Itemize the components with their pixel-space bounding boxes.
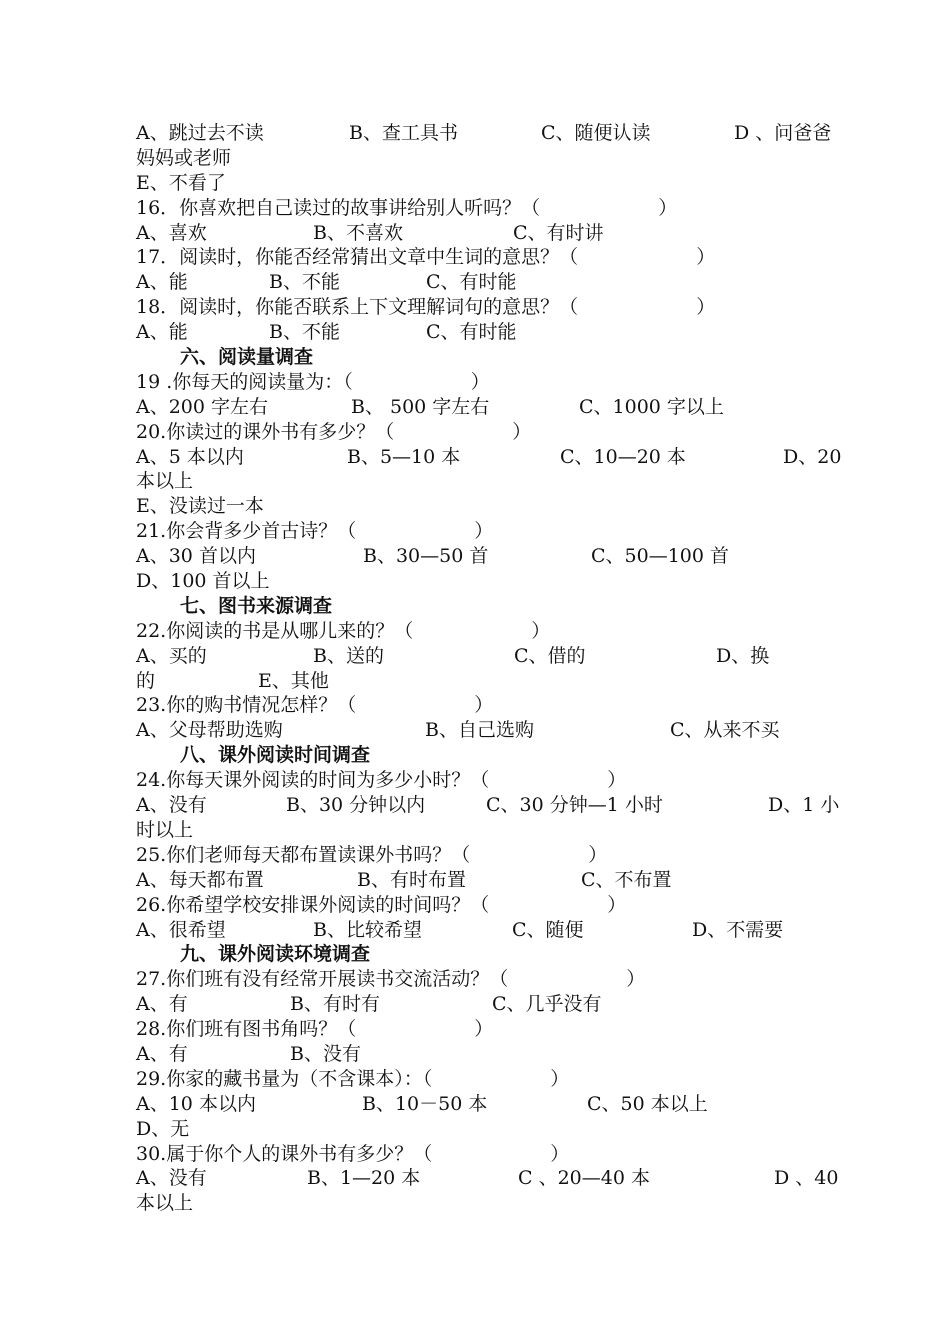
question-text: 25.你们老师每天都布置读课外书吗？（ [136, 843, 471, 866]
options-line [136, 221, 840, 246]
question-text: 19 .你每天的阅读量为：（ [136, 370, 353, 393]
options-line [136, 270, 840, 295]
options-line [136, 1042, 840, 1067]
text-line: 本以上 [136, 1192, 194, 1215]
close-paren: ） [474, 1018, 494, 1041]
text-line: D、100 首以上 [136, 570, 270, 593]
close-paren: ） [512, 420, 532, 443]
section-heading: 七、图书来源调查 [180, 594, 333, 617]
question-text: 24.你每天课外阅读的时间为多少小时？（ [136, 769, 490, 792]
answer-option: C、有时讲 [513, 221, 604, 244]
text-line: 妈妈或老师 [136, 146, 232, 169]
answer-option: A、没有 [136, 794, 207, 817]
answer-option: A、200 字左右 [136, 395, 269, 418]
close-paren: ） [607, 769, 627, 792]
options-line [136, 445, 840, 470]
options-line [136, 121, 840, 146]
question-line [136, 1067, 840, 1092]
question-line [136, 370, 840, 395]
answer-option: B、 500 字左右 [351, 395, 490, 418]
answer-option: B、5—10 本 [347, 445, 461, 468]
answer-option: A、10 本以内 [136, 1092, 256, 1115]
text-line: E、没读过一本 [136, 495, 264, 518]
options-line [136, 718, 840, 743]
answer-option: C、有时能 [426, 271, 517, 294]
close-paren: ） [470, 370, 490, 393]
text-line: E、不看了 [136, 171, 226, 194]
answer-option: B、有时有 [290, 993, 380, 1016]
text-line: 时以上 [136, 818, 194, 841]
answer-option: B、30 分钟以内 [286, 794, 426, 817]
close-paren: ） [531, 619, 551, 642]
answer-option: A、能 [136, 271, 188, 294]
answer-option: A、每天都布置 [136, 868, 264, 891]
close-paren: ） [626, 968, 646, 991]
question-text: 23.你的购书情况怎样？（ [136, 694, 357, 717]
question-line [136, 519, 840, 544]
answer-option: A、喜欢 [136, 221, 207, 244]
answer-option: C 、20—40 本 [518, 1167, 650, 1190]
answer-option: B、不能 [269, 321, 340, 344]
close-paren: ） [474, 520, 494, 543]
answer-option: A、很希望 [136, 918, 226, 941]
close-paren: ） [550, 1142, 570, 1165]
question-text: 29.你家的藏书量为（不含课本）：（ [136, 1067, 433, 1090]
close-paren: ） [607, 893, 627, 916]
options-line [136, 395, 840, 420]
answer-option: B、10－50 本 [362, 1092, 488, 1115]
answer-option: C、50—100 首 [591, 545, 730, 568]
question-line [136, 768, 840, 793]
answer-option: C、50 本以上 [587, 1092, 708, 1115]
question-text: 17．阅读时，你能否经常猜出文章中生词的意思？（ [136, 246, 579, 269]
answer-option: B、1—20 本 [307, 1167, 421, 1190]
options-line [136, 669, 840, 694]
answer-option: B、30—50 首 [363, 545, 489, 568]
question-text: 16．你喜欢把自己读过的故事讲给别人听吗？（ [136, 196, 541, 219]
answer-option: C、随便认读 [541, 122, 651, 144]
section-heading: 九、课外阅读环境调查 [180, 943, 371, 966]
answer-option: C、30 分钟—1 小时 [486, 794, 663, 817]
question-text: 26.你希望学校安排课外阅读的时间吗？（ [136, 893, 490, 916]
question-text: 20.你读过的课外书有多少？（ [136, 420, 395, 443]
options-line [136, 868, 840, 893]
close-paren: ） [696, 246, 716, 269]
section-heading: 六、阅读量调查 [180, 346, 314, 369]
answer-option: B、没有 [290, 1042, 361, 1065]
options-line [136, 1092, 840, 1117]
answer-option: C、随便 [512, 918, 584, 941]
question-line [136, 295, 840, 320]
answer-option: C、10—20 本 [560, 445, 686, 468]
question-line [136, 1017, 840, 1042]
answer-option: B、送的 [313, 644, 384, 667]
close-paren: ） [696, 296, 716, 319]
answer-option: A、有 [136, 993, 188, 1016]
answer-option: 的 [136, 669, 156, 692]
answer-option: C、有时能 [426, 321, 517, 344]
question-line [136, 693, 840, 718]
question-text: 30.属于你个人的课外书有多少？（ [136, 1142, 433, 1165]
answer-option: D、换 [716, 644, 770, 667]
answer-option: A、父母帮助选购 [136, 719, 283, 742]
answer-option: A、5 本以内 [136, 445, 244, 468]
answer-option: B、有时布置 [357, 868, 466, 891]
answer-option: B、比较希望 [313, 918, 422, 941]
question-text: 21.你会背多少首古诗？（ [136, 520, 357, 543]
answer-option: D、20 [783, 445, 842, 468]
question-line [136, 245, 840, 270]
section-heading: 八、课外阅读时间调查 [180, 744, 371, 767]
answer-option: B、查工具书 [349, 122, 458, 144]
answer-option: A、有 [136, 1042, 188, 1065]
options-line [136, 320, 840, 345]
question-line [136, 420, 840, 445]
question-text: 27.你们班有没有经常开展读书交流活动？（ [136, 968, 509, 991]
text-line: D、无 [136, 1117, 190, 1140]
options-line [136, 793, 840, 818]
answer-option: B、自己选购 [425, 719, 534, 742]
answer-option: A、没有 [136, 1167, 207, 1190]
answer-option: C、几乎没有 [492, 993, 602, 1016]
answer-option: D、不需要 [692, 918, 784, 941]
question-line [136, 893, 840, 918]
answer-option: C、不布置 [581, 868, 672, 891]
close-paren: ） [658, 196, 678, 219]
answer-option: D 、问爸爸 [734, 122, 832, 144]
answer-option: D、1 小 [768, 794, 840, 817]
answer-option: A、能 [136, 321, 188, 344]
question-line [136, 196, 840, 221]
question-text: 18．阅读时，你能否联系上下文理解词句的意思？（ [136, 296, 579, 319]
options-line [136, 992, 840, 1017]
survey-page [136, 121, 840, 1216]
answer-option: C、从来不买 [670, 719, 780, 742]
answer-option: E、其他 [258, 669, 329, 692]
question-line [136, 843, 840, 868]
close-paren: ） [550, 1067, 570, 1090]
options-line [136, 918, 840, 943]
text-line: 本以上 [136, 470, 194, 493]
answer-option: A、30 首以内 [136, 545, 256, 568]
answer-option: A、跳过去不读 [136, 122, 264, 144]
options-line [136, 644, 840, 669]
answer-option: D 、40 [774, 1167, 839, 1190]
answer-option: C、借的 [514, 644, 586, 667]
options-line [136, 1166, 840, 1191]
question-line [136, 967, 840, 992]
close-paren: ） [474, 694, 494, 717]
answer-option: B、不能 [269, 271, 340, 294]
question-text: 28.你们班有图书角吗？（ [136, 1018, 357, 1041]
answer-option: A、买的 [136, 644, 207, 667]
answer-option: C、1000 字以上 [579, 395, 724, 418]
question-line [136, 1142, 840, 1167]
question-text: 22.你阅读的书是从哪儿来的？（ [136, 619, 414, 642]
options-line [136, 544, 840, 569]
question-line [136, 619, 840, 644]
answer-option: B、不喜欢 [313, 221, 403, 244]
close-paren: ） [588, 843, 608, 866]
